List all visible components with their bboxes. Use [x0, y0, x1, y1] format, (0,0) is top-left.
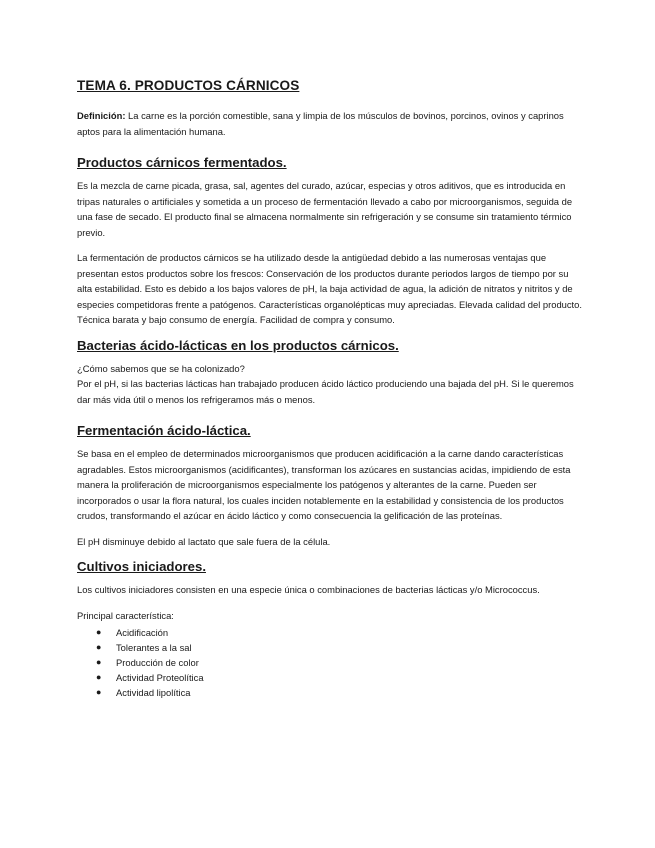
- bacterias-answer: Por el pH, si las bacterias lácticas han trabajado producen ácido láctico produciendo una bajada del pH. Si le queremos dar más vida útil o menos los refrigeramos más o menos.: [77, 378, 574, 405]
- fermentados-paragraph-2: La fermentación de productos cárnicos se ha utilizado desde la antigüedad debido a las numerosas ventajas que presentan estos productos sobre los frescos: Conservación de los productos durante periodos largos de tiempo por su alta estabilidad. Esto es debido a los bajos valores de pH, la baja actividad de agua, la adición de nitratos y nitritos y de especies competidoras frente a patógenos. Características organolépticas muy apreciadas. Elevada calidad del producto. Técnica barata y bajo consumo de energía. Facilidad de compra y consumo.: [77, 252, 582, 325]
- heading-cultivos-iniciadores: Cultivos iniciadores.: [77, 559, 206, 574]
- heading-productos-fermentados: Productos cárnicos fermentados.: [77, 155, 287, 170]
- bullet-icon: ●: [96, 627, 102, 637]
- list-item-text: Producción de color: [116, 657, 199, 668]
- definition-text: La carne es la porción comestible, sana y limpia de los músculos de bovinos, porcinos, ovinos y caprinos aptos para la alimentación humana.: [77, 110, 564, 137]
- fermentacion-paragraph-2: El pH disminuye debido al lactato que sale fuera de la célula.: [77, 535, 331, 547]
- bacterias-paragraph: [77, 361, 582, 408]
- list-title: Principal característica:: [77, 609, 174, 621]
- list-item: [77, 640, 582, 655]
- heading-bacterias-acido-lacticas: Bacterias ácido-lácticas en los productos cárnicos.: [77, 337, 399, 353]
- list-item-text: Tolerantes a la sal: [116, 642, 192, 653]
- bullet-icon: ●: [96, 657, 102, 667]
- bullet-icon: ●: [96, 672, 102, 682]
- definition-label: Definición:: [77, 110, 126, 121]
- definition-paragraph: [77, 108, 582, 139]
- list-item-text: Acidificación: [116, 627, 169, 638]
- list-item: [77, 670, 582, 685]
- list-item-text: Actividad Proteolítica: [116, 672, 204, 683]
- bacterias-question: ¿Cómo sabemos que se ha colonizado?: [77, 362, 245, 374]
- fermentacion-paragraph-1: Se basa en el empleo de determinados microorganismos que producen acidificación a la carne dando características agradables. Estos microorganismos (acidificantes), transforman los azúcares en sustancias acidas, impidiendo de esta manera la proliferación de microorganismos especialmente los patógenos y alterantes de la carne. Pueden ser incorporados o usar la flora natural, los cuales inciden notablemente en la estabilidad y consistencia de los productos crudos, transformando el azúcar en ácido láctico y como consecuencia la gelificación de las proteínas.: [77, 448, 571, 521]
- list-item-text: Actividad lipolítica: [116, 687, 191, 698]
- cultivos-paragraph: Los cultivos iniciadores consisten en una especie única o combinaciones de bacterias lácticas y/o Micrococcus.: [77, 584, 540, 595]
- bullet-icon: ●: [96, 642, 102, 652]
- heading-fermentacion-acido-lactica: Fermentación ácido-láctica.: [77, 423, 251, 438]
- list-item: [77, 655, 582, 670]
- bullet-icon: ●: [96, 687, 102, 697]
- list-item: [77, 685, 582, 700]
- document-content: [77, 78, 582, 700]
- list-item: [77, 625, 582, 640]
- characteristics-list: [77, 625, 582, 700]
- fermentados-paragraph-1: Es la mezcla de carne picada, grasa, sal, agentes del curado, azúcar, especias y otros aditivos, que es introducida en tripas naturales o artificiales y sometida a un proceso de fermentación llevado a cabo por microorganismos, seguida de una fase de secado. El producto final se almacena normalmente sin refrigeración y se consume sin tratamiento térmico previo.: [77, 180, 573, 238]
- page-title: TEMA 6. PRODUCTOS CÁRNICOS: [77, 78, 300, 93]
